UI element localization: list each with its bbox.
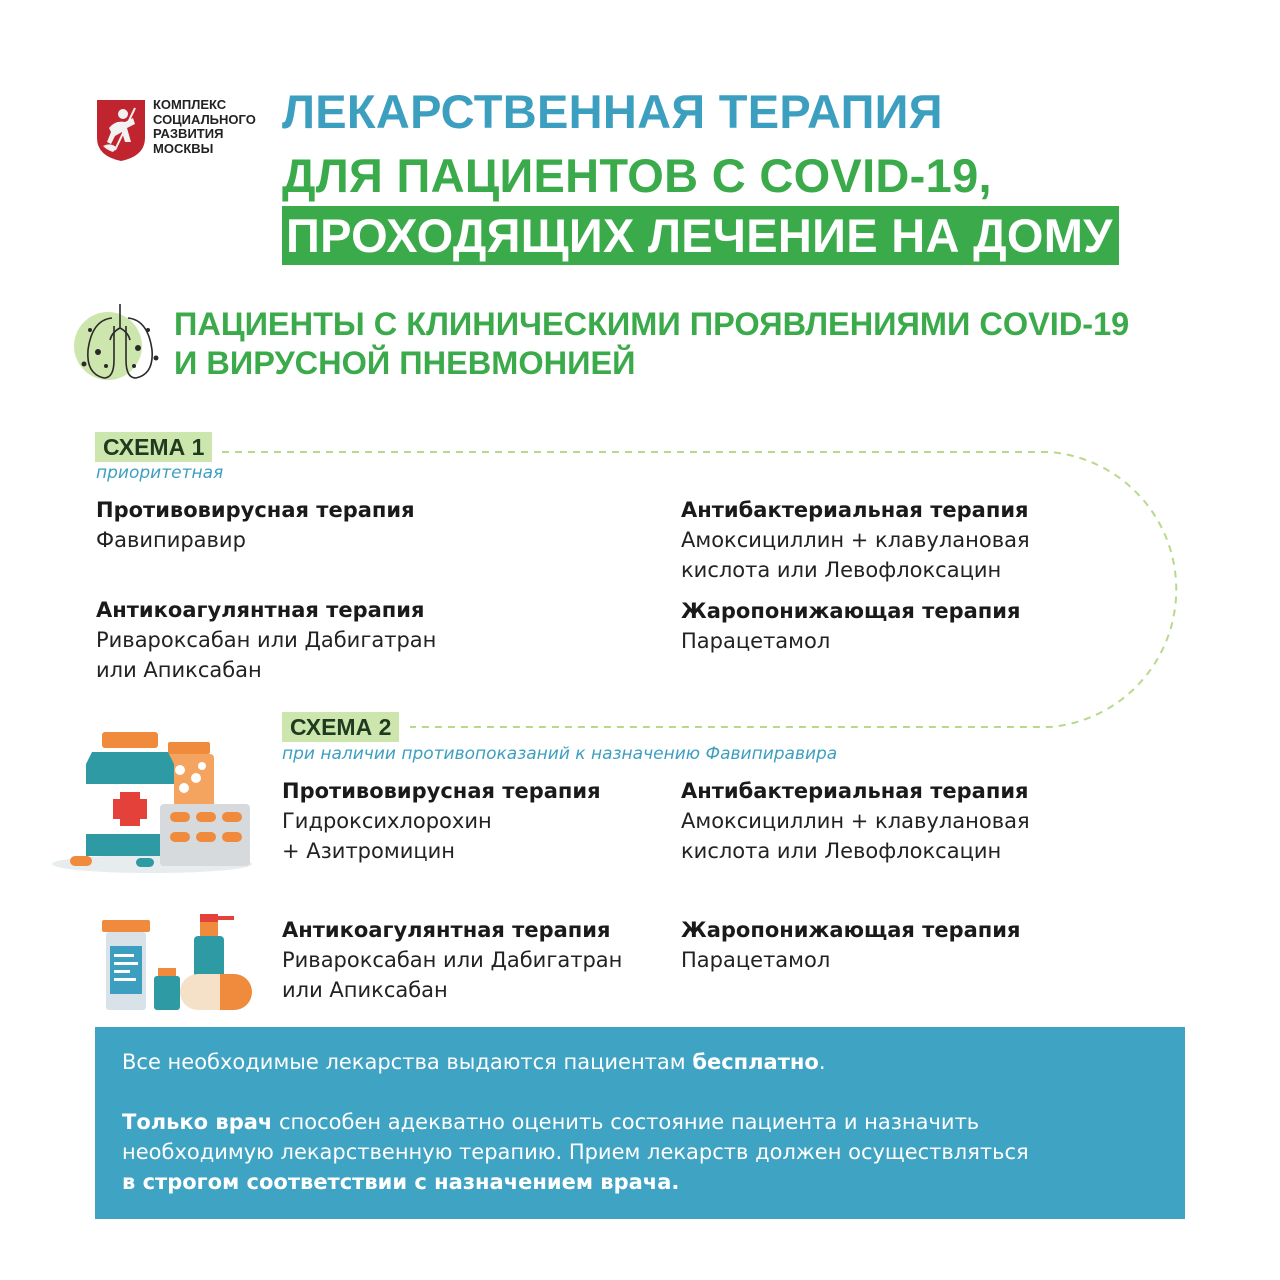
section-title-line-1: ПАЦИЕНТЫ С КЛИНИЧЕСКИМИ ПРОЯВЛЕНИЯМИ COVID-19 xyxy=(174,306,1130,342)
page-title-line-3: ПРОХОДЯЩИХ ЛЕЧЕНИЕ НА ДОМУ xyxy=(282,206,1119,265)
info-doctor-text-3: в строгом соответствии с назначением врача. xyxy=(122,1170,680,1194)
medicine-bottles-spray-capsule-icon xyxy=(96,912,256,1014)
info-free-text: Все необходимые лекарства выдаются пациентам бесплатно. xyxy=(122,1050,826,1074)
scheme-1-antipyretic xyxy=(681,596,1021,656)
therapy-drugs: Амоксициллин + клавулановая кислота или Левофлоксацин xyxy=(681,528,1030,582)
section-title-line-2: И ВИРУСНОЙ ПНЕВМОНИЕЙ xyxy=(174,345,636,381)
therapy-drugs: Фавипиравир xyxy=(96,528,246,552)
page-title-line-2: ДЛЯ ПАЦИЕНТОВ С COVID-19, xyxy=(282,149,992,202)
moscow-crest-icon xyxy=(95,98,147,162)
info-doctor-text-2: необходимую лекарственную терапию. Прием лекарств должен осуществляться xyxy=(122,1140,1029,1164)
medicine-bottles-pills-icon xyxy=(50,728,255,878)
scheme-1-antibacterial xyxy=(681,495,1030,585)
info-doctor-text-1: Только врач способен адекватно оценить состояние пациента и назначить xyxy=(122,1110,980,1134)
therapy-heading: Жаропонижающая терапия xyxy=(681,918,1021,942)
therapy-drugs: Амоксициллин + клавулановая кислота или Левофлоксацин xyxy=(681,809,1030,863)
therapy-drugs: Парацетамол xyxy=(681,948,831,972)
therapy-heading: Противовирусная терапия xyxy=(282,779,601,803)
scheme-2-subtitle: при наличии противопоказаний к назначению Фавипиравира xyxy=(282,744,838,764)
scheme-2-antipyretic xyxy=(681,915,1021,975)
scheme-1-tag: СХЕМА 1 xyxy=(95,432,212,462)
scheme-2-antiviral xyxy=(282,776,601,866)
lungs-virus-icon xyxy=(68,300,168,386)
scheme-1-subtitle: приоритетная xyxy=(96,463,224,483)
therapy-heading: Антикоагулянтная терапия xyxy=(96,598,425,622)
page-title-line-1: ЛЕКАРСТВЕННАЯ ТЕРАПИЯ xyxy=(282,85,943,138)
logo xyxy=(95,98,265,162)
therapy-heading: Антибактериальная терапия xyxy=(681,498,1029,522)
scheme-2-anticoagulant xyxy=(282,915,622,1005)
scheme-2-tag: СХЕМА 2 xyxy=(282,712,399,742)
therapy-heading: Антибактериальная терапия xyxy=(681,779,1029,803)
therapy-heading: Жаропонижающая терапия xyxy=(681,599,1021,623)
scheme-1-antiviral xyxy=(96,495,415,555)
info-box xyxy=(95,1027,1185,1219)
therapy-drugs: Ривароксабан или Дабигатран или Апиксабан xyxy=(96,628,437,682)
therapy-heading: Антикоагулянтная терапия xyxy=(282,918,611,942)
therapy-heading: Противовирусная терапия xyxy=(96,498,415,522)
therapy-drugs: Гидроксихлорохин + Азитромицин xyxy=(282,809,492,863)
scheme-1-anticoagulant xyxy=(96,595,436,685)
therapy-drugs: Парацетамол xyxy=(681,629,831,653)
scheme-2-antibacterial xyxy=(681,776,1030,866)
logo-text: КОМПЛЕКС СОЦИАЛЬНОГО РАЗВИТИЯ МОСКВЫ xyxy=(153,97,256,156)
therapy-drugs: Ривароксабан или Дабигатран или Апиксабан xyxy=(282,948,623,1002)
